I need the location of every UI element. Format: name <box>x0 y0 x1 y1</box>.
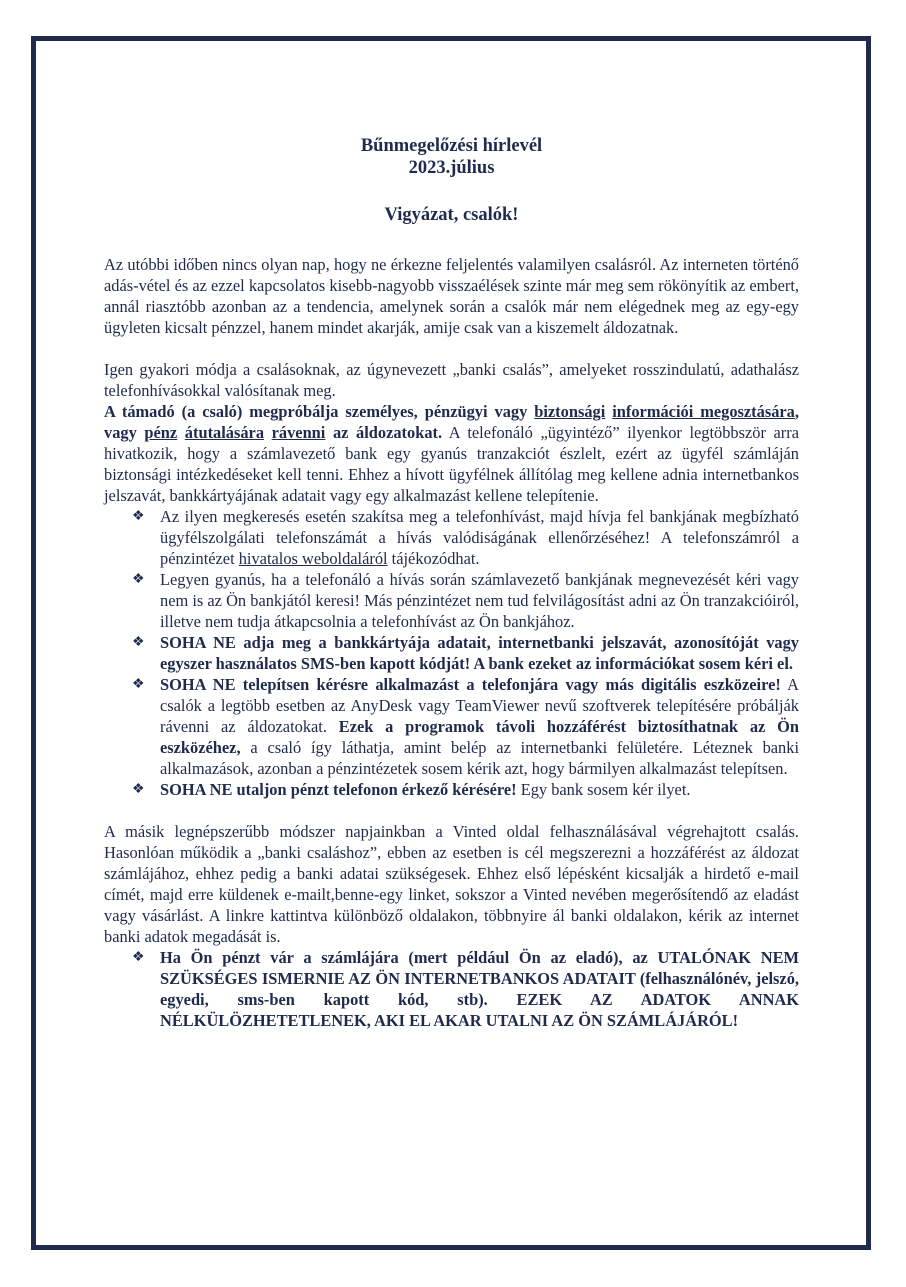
link-money[interactable]: pénz <box>144 423 178 442</box>
caller-explanation: A telefonáló „ügyintéző” ilyenkor legtöbbször arra hivatkozik, hogy a számlavezető bank egy gyanús tranzakciót észlelt, ezért az ügyfél számláján biztonsági intézkedéseket kell tenni. Ehhez a hívott ügyfélnek állítólag meg kellene adnia internetbankos jelszavát, bankkártyájának adatait vagy egy alkalmazást kellene telepítenie. <box>104 423 799 505</box>
space <box>177 423 185 442</box>
link-transfer[interactable]: átutalására <box>184 423 265 442</box>
intro-paragraph: Az utóbbi időben nincs olyan nap, hogy ne érkezne feljelentés valamilyen csalásról. Az interneten történő adás-vétel és az ezzel kapcsolatos kisebb-nagyobb visszaélések szinte már meg sem rökönyítik az embert, annál riasztóbb azonban az a tendencia, amelynek során a csalók már nem elégednek meg az egy-egy ügyleten kicsalt pénzzel, hanem mindet akarják, amije csak van a kiszemelt áldozatnak. <box>104 255 799 337</box>
spacer <box>104 338 799 359</box>
attacker-text-3: az áldozatokat. <box>325 423 443 442</box>
link-security[interactable]: biztonsági <box>534 402 606 421</box>
newsletter-title: Bűnmegelőzési hírlevél <box>360 136 543 156</box>
tip-text: Az ilyen megkeresés esetén szakítsa meg a telefonhívást, majd hívja fel bankjának megbízható ügyfélszolgálati telefonszámát a hívás valódiságának ellenőrzéséhez! A telefonszámról a pénzintézet <box>160 507 799 568</box>
diamond-bullet-icon: ❖ <box>132 635 145 650</box>
list-item <box>132 947 799 1031</box>
list-item <box>132 506 799 569</box>
vinted-fraud-tips <box>104 947 799 1031</box>
list-item <box>132 779 799 800</box>
diamond-bullet-icon: ❖ <box>132 677 145 692</box>
spacer <box>104 800 799 821</box>
official-website-link[interactable]: hivatalos weboldaláról <box>238 549 388 568</box>
list-item <box>132 632 799 674</box>
space <box>264 423 272 442</box>
newsletter-body <box>104 135 799 1031</box>
tip-text: A csalók a legtöbb esetben az AnyDesk vagy TeamViewer nevű szoftverek telepítésére próbálják rávenni az áldozatokat. <box>160 675 800 736</box>
tip-text: SOHA NE adja meg a bankkártyája adatait, internetbanki jelszavát, azonosítóját vagy egyszer használatos SMS-ben kapott kódját! A bank ezeket az információkat sosem kéri el. <box>160 633 799 673</box>
tip-text: SOHA NE utaljon pénzt telefonon érkező kérésére! <box>160 780 517 799</box>
link-persuade[interactable]: rávenni <box>271 423 326 442</box>
diamond-bullet-icon: ❖ <box>132 782 145 797</box>
link-information-sharing[interactable]: információi megosztására <box>612 402 795 421</box>
tip-text: Ezek a programok távoli hozzáférést biztosíthatnak az Ön eszközéhez, <box>160 717 799 757</box>
list-item <box>132 674 799 779</box>
newsletter-date: 2023.július <box>408 158 495 178</box>
bank-fraud-tips <box>104 506 799 800</box>
diamond-bullet-icon: ❖ <box>132 950 145 965</box>
list-item <box>132 569 799 632</box>
diamond-bullet-icon: ❖ <box>132 509 145 524</box>
headline: Vigyázat, csalók! <box>384 205 519 225</box>
tip-text: Egy bank sosem kér ilyet. <box>516 780 691 799</box>
diamond-bullet-icon: ❖ <box>132 572 145 587</box>
tip-text: Ha Ön pénzt vár a számlájára (mert például Ön az eladó), az UTALÓNAK NEM SZÜKSÉGES ISMERNIE AZ ÖN INTERNETBANKOS ADATAIT (felhasználónév, jelszó, egyedi, sms-ben kapott kód, stb). EZEK AZ ADATOK ANNAK NÉLKÜLÖZHETETLENEK, AKI EL AKAR UTALNI AZ ÖN SZÁMLÁJÁRÓL! <box>160 948 799 1030</box>
bank-fraud-details <box>104 401 799 506</box>
tip-text: SOHA NE telepítsen kérésre alkalmazást a telefonjára vagy más digitális eszközeire! <box>160 675 781 694</box>
tip-text: a csaló így láthatja, amint belép az internetbanki felületére. Léteznek banki alkalmazások, azonban a pénzintézetek sosem kérik azt, hogy bármilyen alkalmazást telepítsen. <box>160 738 799 778</box>
attacker-text-2: , vagy <box>104 402 799 442</box>
tip-text: tájékozódhat. <box>387 549 480 568</box>
bank-fraud-intro: Igen gyakori módja a csalásoknak, az úgynevezett „banki csalás”, amelyeket rosszindulatú, adathalász telefonhívásokkal valósítanak meg. <box>104 360 799 400</box>
attacker-text-1: A támadó (a csaló) megpróbálja személyes, pénzügyi vagy <box>104 402 535 421</box>
vinted-fraud-paragraph: A másik legnépszerűbb módszer napjainkban a Vinted oldal felhasználásával végrehajtott csalás. Hasonlóan működik a „banki csaláshoz”, ebben az esetben is cél megszerezni a hozzáférést az áldozat számlájához, ehhez pedig a banki adatai szükségesek. Ehhez első lépésként kicsalják a hirdető e-mail címét, majd erre küldenek e-mailt,benne-egy linket, sokszor a Vinted nevében megerősítendő az eladást vagy vásárlást. A linkre kattintva különböző oldalakon, többnyire ál banki oldalakon, kérik az internet banki adatok megadását is. <box>104 822 799 946</box>
tip-text: Legyen gyanús, ha a telefonáló a hívás során számlavezető bankjának megnevezését kéri vagy nem is az Ön bankjától keresi! Más pénzintézet nem tud felvilágosítást adni az Ön tranzakcióiról, illetve nem tudja átkapcsolnia a telefonhívást az Ön bankjához. <box>160 570 799 631</box>
